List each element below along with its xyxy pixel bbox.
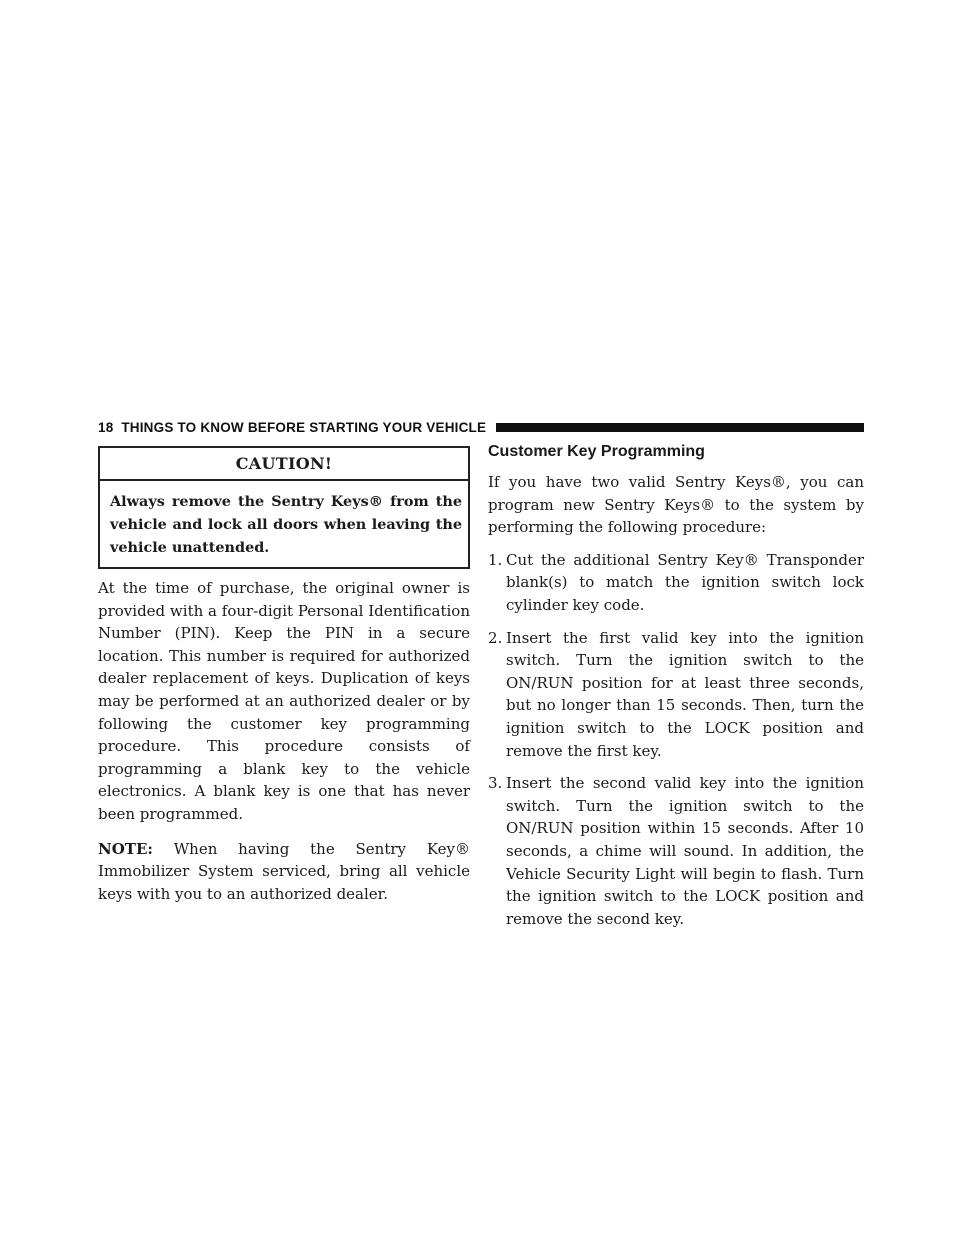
- header-rule: [496, 423, 864, 432]
- step-number: 3.: [488, 774, 503, 793]
- header-text: [98, 420, 486, 435]
- caution-text: Always remove the Sentry Keys® from the vehicle and lock all doors when leaving the vehicle unattended.: [110, 493, 462, 556]
- note-label: NOTE:: [98, 839, 153, 858]
- caution-title: CAUTION!: [100, 448, 468, 481]
- step-item: [488, 549, 864, 617]
- step-text: Cut the additional Sentry Key® Transponder blank(s) to match the ignition switch lock cylinder key code.: [506, 550, 864, 614]
- step-text: Insert the second valid key into the ignition switch. Turn the ignition switch to the ON/RUN position within 15 seconds. After 10 seconds, a chime will sound. In addition, the Vehicle Security Light will begin to flash. Turn the ignition switch to the LOCK position and remove the second key.: [506, 774, 864, 928]
- page-header: [98, 416, 864, 438]
- right-column: [488, 440, 864, 930]
- purchase-paragraph: At the time of purchase, the original owner is provided with a four-digit Personal Identification Number (PIN). Keep the PIN in a secure location. This number is required for authorized dealer replacement of keys. Duplication of keys may be performed at an authorized dealer or by following the customer key programming procedure. This procedure consists of programming a blank key to the vehicle electronics. A blank key is one that has never been programmed.: [98, 579, 470, 823]
- note-text: When having the Sentry Key® Immobilizer System serviced, bring all vehicle keys with you to an authorized dealer.: [98, 839, 470, 903]
- step-number: 2.: [488, 628, 503, 647]
- step-text: Insert the first valid key into the ignition switch. Turn the ignition switch to the ON/RUN position for at least three seconds, but no longer than 15 seconds. Then, turn the ignition switch to the LOCK position and remove the first key.: [506, 628, 864, 760]
- step-number: 1.: [488, 550, 503, 569]
- section-intro: If you have two valid Sentry Keys®, you can program new Sentry Keys® to the system by performing the following procedure:: [488, 473, 864, 537]
- left-column: [98, 446, 470, 905]
- chapter-title: THINGS TO KNOW BEFORE STARTING YOUR VEHICLE: [121, 419, 487, 435]
- caution-box: [98, 446, 470, 569]
- note-paragraph: [98, 838, 470, 906]
- section-title: Customer Key Programming: [488, 443, 705, 460]
- step-item: [488, 627, 864, 763]
- page-number: 18: [98, 419, 114, 435]
- step-item: [488, 772, 864, 930]
